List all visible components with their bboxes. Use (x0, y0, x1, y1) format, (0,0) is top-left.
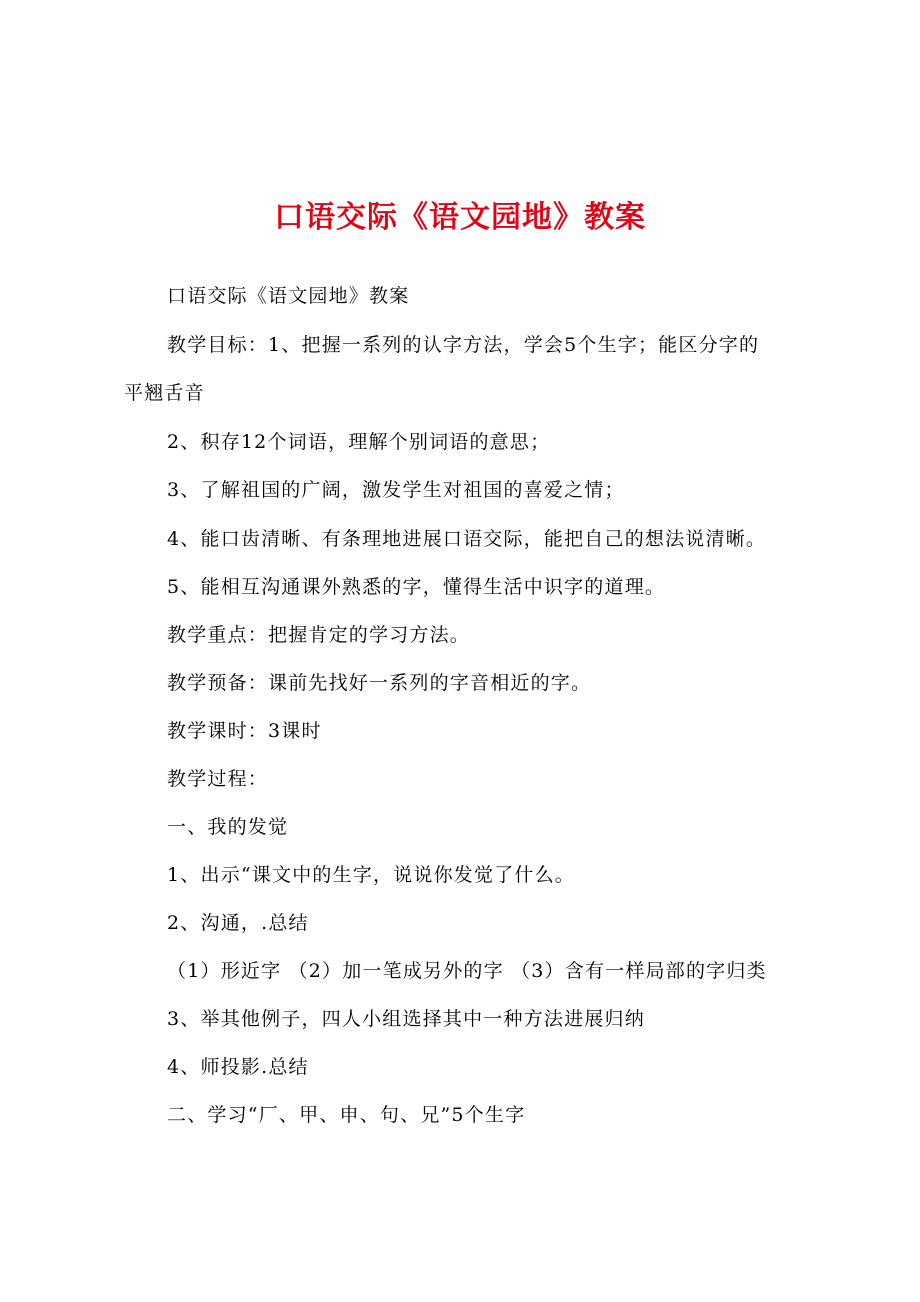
paragraph-step-1: 1、出示“课文中的生字，说说你发觉了什么。 (167, 864, 576, 886)
paragraph-key-points: 教学重点：把握肯定的学习方法。 (167, 624, 471, 646)
paragraph-objective-5: 5、能相互沟通课外熟悉的字，懂得生活中识字的道理。 (167, 576, 666, 598)
paragraph-class-hours: 教学课时：3课时 (167, 720, 322, 742)
paragraph-objectives: 教学目标：1、把握一系列的认字方法，学会5个生字；能区分字的 (167, 334, 760, 356)
paragraph-process-heading: 教学过程： (167, 768, 269, 790)
paragraph-step-4: 4、师投影.总结 (167, 1056, 309, 1078)
paragraph-section-2-heading: 二、学习“厂、甲、申、句、兄”5个生字 (167, 1104, 526, 1126)
paragraph-objective-4: 4、能口齿清晰、有条理地进展口语交际，能把自己的想法说清晰。 (167, 528, 767, 550)
paragraph-categories: （1）形近字 （2）加一笔成另外的字 （3）含有一样局部的字归类 (167, 960, 767, 982)
paragraph-preparation: 教学预备：课前先找好一系列的字音相近的字。 (167, 672, 592, 694)
page-title: 口语交际《语文园地》教案 (274, 200, 646, 235)
paragraph-section-1-heading: 一、我的发觉 (167, 816, 289, 838)
paragraph-step-2: 2、沟通，.总结 (167, 912, 309, 934)
paragraph-step-3: 3、举其他例子，四人小组选择其中一种方法进展归纳 (167, 1008, 645, 1030)
paragraph-objective-2: 2、积存12个词语，理解个别词语的意思； (167, 431, 551, 453)
paragraph-objective-3: 3、了解祖国的广阔，激发学生对祖国的喜爱之情； (167, 479, 625, 501)
paragraph-subtitle: 口语交际《语文园地》教案 (167, 285, 410, 307)
paragraph-objectives-continued: 平翘舌音 (124, 382, 205, 404)
